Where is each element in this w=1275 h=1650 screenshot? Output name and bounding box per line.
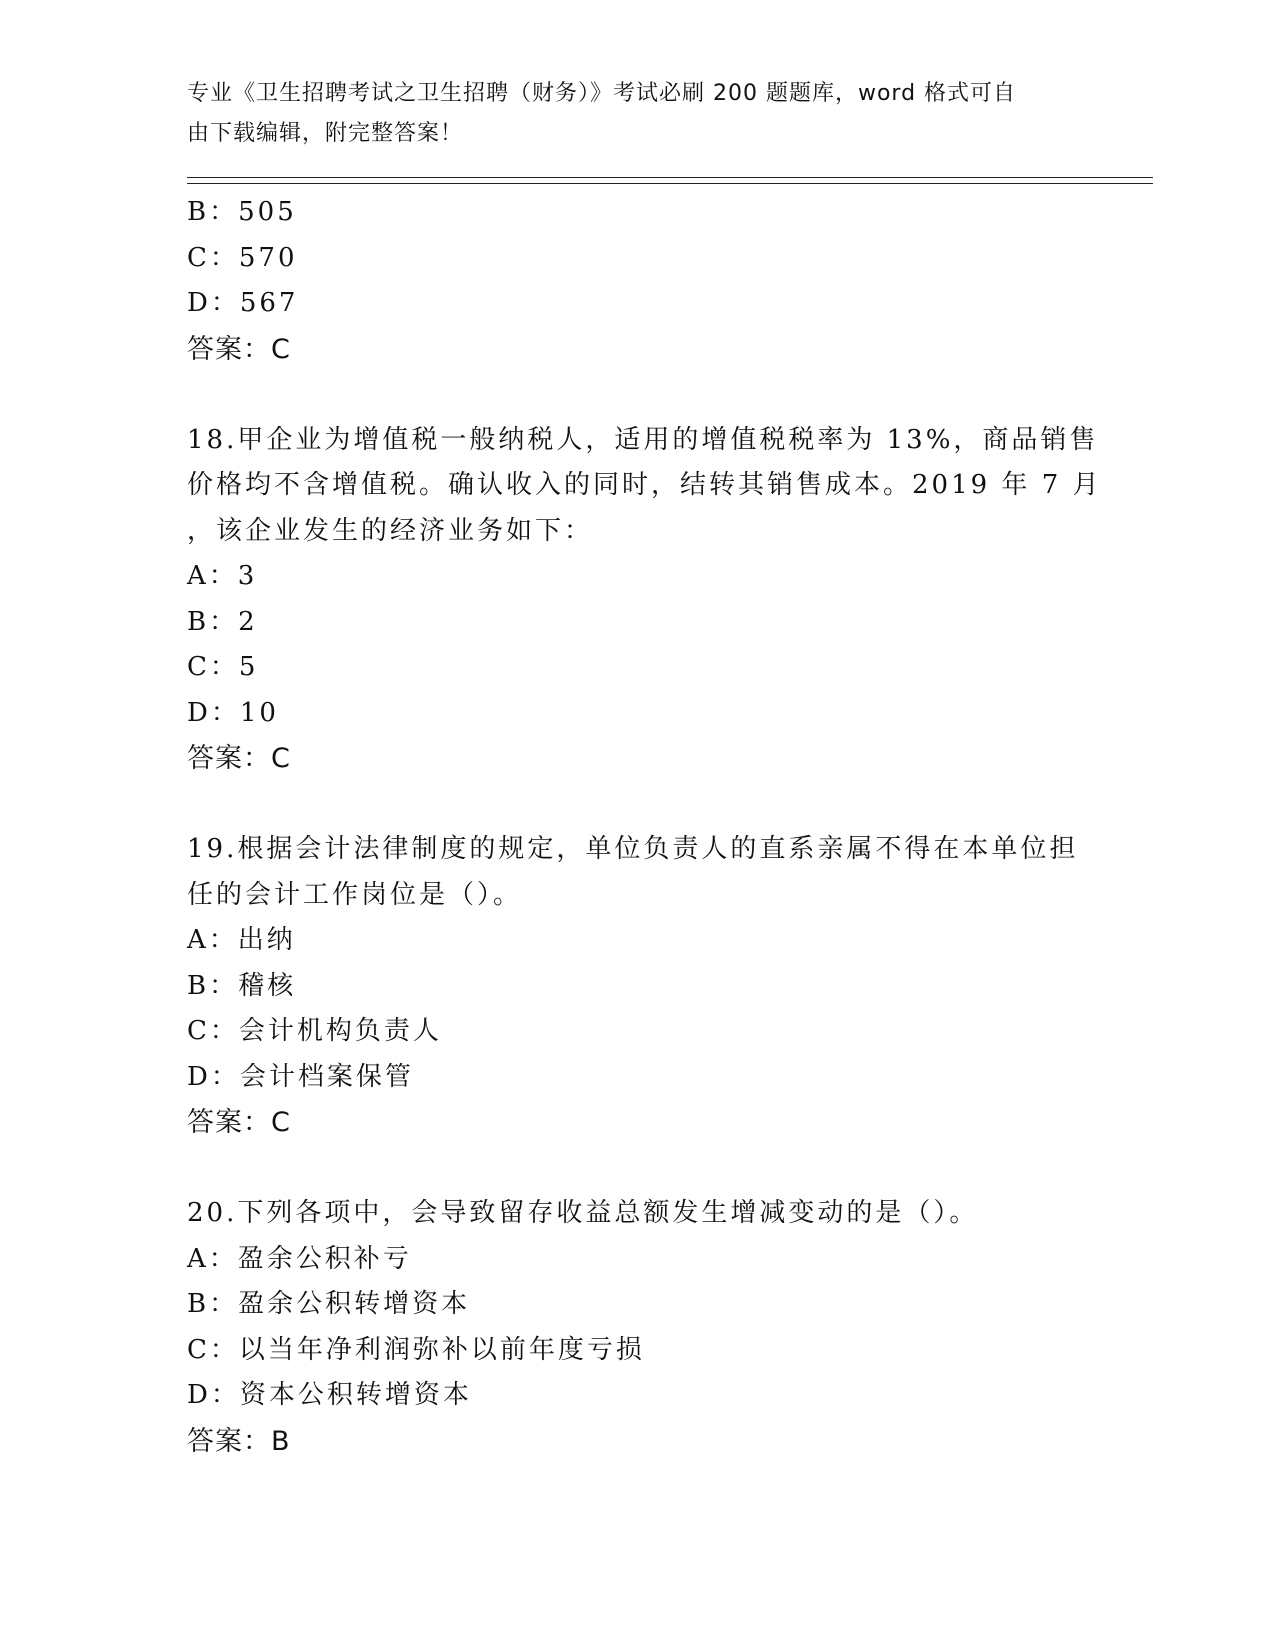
option-d: D：资本公积转增资本 xyxy=(187,1380,472,1410)
answer-line: 答案：C xyxy=(187,743,291,774)
question-list xyxy=(187,190,1102,1464)
answer-line: 答案：C xyxy=(187,1107,291,1138)
option-c: C：570 xyxy=(187,242,298,273)
question-text-line: 19.根据会计法律制度的规定，单位负责人的直系亲属不得在本单位担 xyxy=(187,834,1079,864)
option-b: B：505 xyxy=(187,197,297,227)
spacer xyxy=(187,782,1087,828)
question-text-line: 20.下列各项中，会导致留存收益总额发生增减变动的是（）。 xyxy=(187,1198,979,1228)
option-c: C：以当年净利润弥补以前年度亏损 xyxy=(187,1334,645,1365)
question-20 xyxy=(187,1191,1087,1464)
question-text-line: 任的会计工作岗位是（）。 xyxy=(187,879,523,910)
header-line-1: 专业《卫生招聘考试之卫生招聘（财务）》考试必刷 200 题题库，word 格式可自 xyxy=(187,81,1017,106)
question-text-line: ，该企业发生的经济业务如下： xyxy=(187,515,594,546)
question-17-tail xyxy=(187,190,1087,372)
option-a: A：出纳 xyxy=(187,925,296,955)
question-18 xyxy=(187,418,1102,782)
answer-line: 答案：C xyxy=(187,333,291,365)
option-d: D：会计档案保管 xyxy=(187,1061,414,1092)
header-line-2: 由下载编辑，附完整答案！ xyxy=(187,121,464,146)
header-rule-top xyxy=(187,177,1153,178)
option-d: D：10 xyxy=(187,697,279,728)
option-c: C：会计机构负责人 xyxy=(187,1016,442,1046)
option-b: B：盈余公积转增资本 xyxy=(187,1289,471,1319)
spacer xyxy=(187,1146,1087,1192)
spacer xyxy=(187,372,1087,418)
option-b: B：2 xyxy=(187,606,258,637)
question-text-line: 18.甲企业为增值税一般纳税人，适用的增值税税率为 13%，商品销售 xyxy=(187,424,1099,455)
question-text-line: 价格均不含增值税。确认收入的同时，结转其销售成本。2019 年 7 月 xyxy=(187,470,1102,500)
option-a: A：盈余公积补亏 xyxy=(187,1243,412,1274)
option-b: B：稽核 xyxy=(187,970,297,1001)
option-d: D：567 xyxy=(187,288,299,318)
option-a: A：3 xyxy=(187,561,258,591)
option-c: C：5 xyxy=(187,652,259,682)
question-19 xyxy=(187,827,1087,1146)
answer-line: 答案：B xyxy=(187,1425,291,1457)
header-rule-bottom xyxy=(187,183,1153,184)
document-header xyxy=(187,74,1067,154)
